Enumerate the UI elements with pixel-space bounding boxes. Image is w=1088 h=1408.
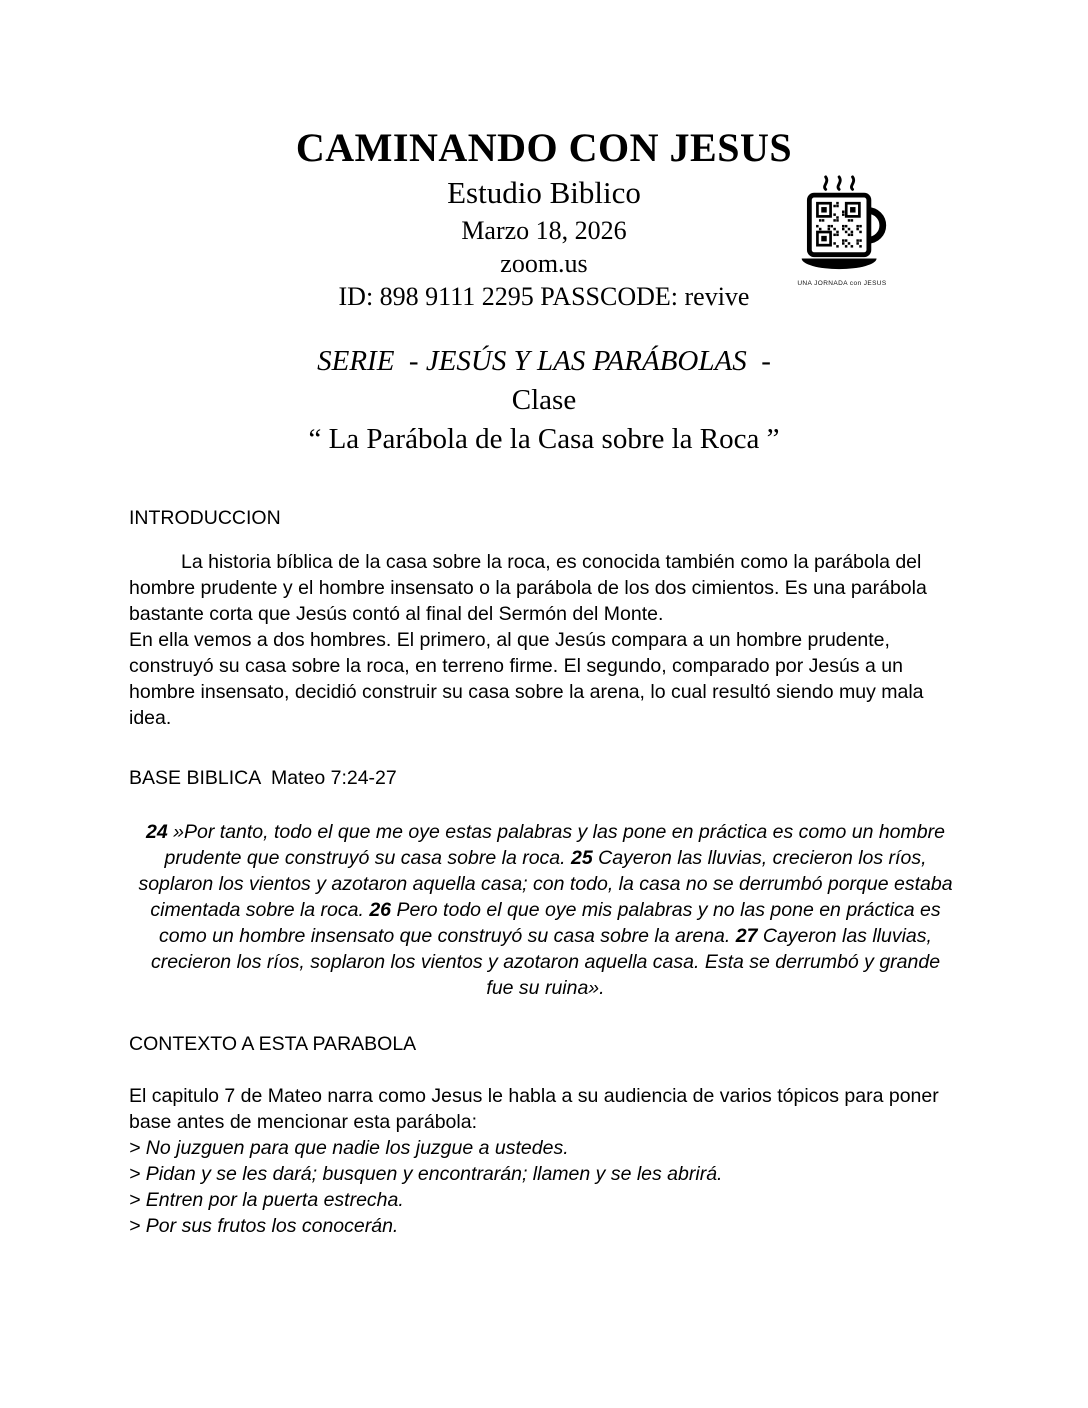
- contexto-paragraph: El capitulo 7 de Mateo narra como Jesus le habla a su audiencia de varios tópicos para poner base antes de mencionar esta parábola:: [129, 1085, 939, 1133]
- document-header: [0, 124, 1088, 313]
- verse-number: 25: [570, 847, 593, 869]
- parable-title: “ La Parábola de la Casa sobre la Roca ”: [308, 423, 780, 455]
- logo-caption: UNA JORNADA con JESUS: [797, 280, 887, 287]
- verse-text: Pero todo el que oye mis palabras y no las pone en práctica es como un hombre insensato que construyó su casa sobre la arena.: [159, 899, 941, 947]
- meeting-id-passcode: ID: 898 9111 2295 PASSCODE: revive: [338, 282, 750, 311]
- introduction-heading: INTRODUCCION: [129, 507, 281, 529]
- document-body: [129, 505, 962, 1239]
- introduction-paragraph-1: La historia bíblica de la casa sobre la roca, es conocida también como la parábola del hombre prudente y el hombre insensato o la parábola de los dos cimientos. Es una parábola bastante corta que Jesús contó al final del Sermón del Monte.: [129, 551, 927, 625]
- ministry-logo: [790, 168, 894, 287]
- series-title: SERIE - JESÚS Y LAS PARÁBOLAS -: [317, 345, 771, 377]
- base-biblica-heading: BASE BIBLICA Mateo 7:24-27: [129, 767, 397, 789]
- scripture-quote: [136, 819, 956, 1001]
- document-subtitle: Estudio Biblico: [447, 175, 641, 210]
- steam-icon: [825, 177, 854, 189]
- verse-number: 24: [146, 821, 168, 843]
- verse-text: »Por tanto, todo el que me oye estas palabras y las pone en práctica es como un hombre prudente que construyó su casa sobre la roca.: [164, 821, 945, 869]
- verse-text: Cayeron las lluvias, crecieron los ríos, soplaron los vientos y azotaron aquella casa; con todo, la casa no se derrumbó porque estaba cimentada sobre la roca.: [138, 847, 953, 921]
- contexto-point: > Entren por la puerta estrecha.: [129, 1189, 404, 1211]
- document-date: Marzo 18, 2026: [461, 216, 627, 245]
- meeting-platform: zoom.us: [500, 249, 588, 278]
- contexto-point: > Pidan y se les dará; busquen y encontrarán; llamen y se les abrirá.: [129, 1163, 723, 1185]
- verse-number: 27: [735, 925, 758, 947]
- contexto-heading: CONTEXTO A ESTA PARABOLA: [129, 1033, 417, 1055]
- document-title: CAMINANDO CON JESUS: [295, 125, 793, 170]
- series-block: [0, 342, 1088, 459]
- class-label: Clase: [511, 384, 577, 416]
- contexto-point: > Por sus frutos los conocerán.: [129, 1215, 399, 1237]
- verse-number: 26: [369, 899, 392, 921]
- contexto-point: > No juzguen para que nadie los juzgue a ustedes.: [129, 1137, 569, 1159]
- verse-text: Cayeron las lluvias, crecieron los ríos, soplaron los vientos y azotaron aquella casa. Esta se derrumbó y grande fue su ruina».: [150, 925, 941, 999]
- coffee-mug-qr-icon: [794, 168, 890, 278]
- mug-saucer: [802, 259, 877, 270]
- introduction-paragraph-2: En ella vemos a dos hombres. El primero, al que Jesús compara a un hombre prudente, construyó su casa sobre la roca, en terreno firme. El segundo, comparado por Jesús a un hombre insensato, decidió construir su casa sobre la arena, lo cual resultó siendo muy mala idea.: [129, 629, 924, 729]
